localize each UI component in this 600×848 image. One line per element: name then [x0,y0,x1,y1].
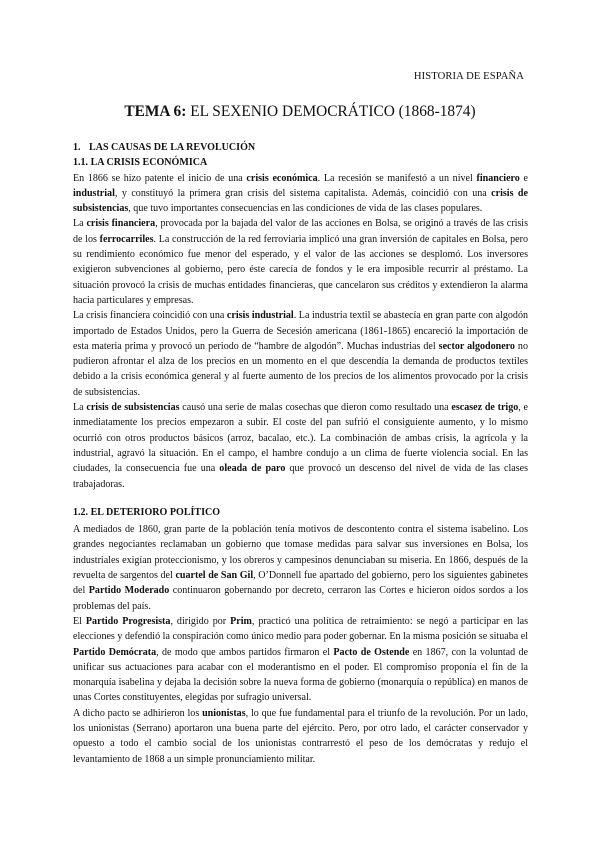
text-run: La crisis financiera coincidió con una [73,310,227,322]
emphasized-term: crisis de subsistencias [86,402,180,414]
subsection-heading-economic-crisis: 1.1. LA CRISIS ECONÓMICA [73,157,208,169]
emphasized-term: escasez de trigo [451,402,519,414]
section-number: 1. [73,142,81,153]
text-run: , y constituyó la primera gran crisis del sistema capitalista. Además, coincidió con una [114,187,492,199]
text-run: . La industria textil se abastecía en gran parte con algodón importado de Estados Unidos, pero la Guerra de Secesión americana (1861-1865) encareció la importación de esta materia prima y provocó un periodo de “hambre de algodón”. Muchas industrias del [73,310,528,352]
text-run: , O’Donnell fue apartado del gobierno, pero los siguientes gabinetes del [73,570,528,597]
emphasized-term: Partido Moderado [88,585,170,597]
text-run: , e inmediatamente los precios empezaron a subir. El coste del pan sufrió el consiguiente aumento, y lo mismo ocurrió con otros productos básicos (arroz, bacalao, etc.). La combinación de ambas crisis, la agrícola y la industrial, agravó la situación. En el campo, el hambre condujo a un clima de fuerte violencia social. En las ciudades, la consecuencia fue una [73,402,529,475]
paragraph [73,171,528,217]
emphasized-term: Pacto de Ostende [333,646,410,658]
text-run: e [519,172,529,184]
emphasized-term: cuartel de San Gil [175,570,254,582]
paragraph [73,614,528,706]
page-header: HISTORIA DE ESPAÑA [413,71,524,82]
text-run: causó una serie de malas cosechas que dieron como resultado una [179,402,452,414]
paragraph [73,308,528,400]
text-run: A mediados de 1860, gran parte de la población tenía motivos de descontento contra el sistema isabelino. Los grandes negociantes reclamaban un gobierno que tomase medidas para salvar sus inversiones en Bolsa, los industriales exigían proteccionismo, y los obreros y campesinos denunciaban su miseria. En 1866, después de la revuelta de sargentos del [73,524,528,582]
text-run: en 1867, con la voluntad de unificar sus actuaciones para acabar con el moderantismo en el poder. El compromiso proponía el fin de la monarquía isabelina y dejaba la decisión sobre la nueva forma de gobierno (monarquía o república) en manos de unas Cortes constituyentes, elegidas por sufragio universal. [73,646,528,704]
title-main: EL SEXENIO DEMOCRÁTICO (1868-1874) [186,103,476,120]
emphasized-term: industrial [73,187,115,199]
emphasized-term: unionistas [202,707,246,719]
document-body [73,140,528,767]
text-run: El [73,615,86,627]
section-label: LAS CAUSAS DE LA REVOLUCIÓN [89,142,256,153]
section-heading [73,140,528,155]
emphasized-term: Partido Progresista [85,615,171,627]
emphasized-term: ferrocarriles [99,233,154,245]
paragraph [73,400,528,492]
title-prefix: TEMA 6: [124,103,187,120]
text-run: , provocada por la bajada del valor de las acciones en Bolsa, se originó a través de las crisis de los [73,218,529,245]
text-run: no pudieron afrontar el alza de los precios en un momento en el que descendía la demanda de productos textiles debido a la crisis económica general y al fuerte aumento de los precios de los alimentos provocado por la crisis de subsistencias. [73,340,528,398]
text-run: En 1866 se hizo patente el inicio de una [73,172,247,184]
text-run: continuaron gobernando por decreto, cerraron las Cortes e hicieron oídos sordos a los problemas del país. [73,585,528,612]
emphasized-term: Partido Demócrata [73,646,157,658]
text-run: , que tuvo importantes consecuencias en las condiciones de vida de las clases populares. [128,203,483,215]
emphasized-term: oleada de paro [219,463,286,475]
page-title [0,103,600,121]
text-run: . La recesión se manifestó a un nivel [317,172,477,184]
emphasized-term: crisis industrial [226,310,294,322]
text-run: , dirigido por [170,615,231,627]
text-run: A dicho pacto se adhirieron los [73,707,203,719]
emphasized-term: crisis de subsistencias [73,187,528,215]
text-run: que provocó un descenso del nivel de vida de las clases trabajadoras. [73,463,528,490]
paragraph [73,522,528,614]
text-run: La [73,218,87,230]
emphasized-term: sector algodonero [438,340,515,352]
emphasized-term: crisis económica [246,172,318,184]
text-run: La [73,402,87,414]
text-run: , lo que fue fundamental para el triunfo de la revolución. Por un lado, los unionistas (Serrano) aportaron una buena parte del ejército. Pero, por otro lado, el carácter conservador y opuesto a todo el cambio social de los unionistas contrarrestó el peso de los demócratas y redujo el levantamiento de 1868 a un simple pronunciamiento militar. [73,707,529,765]
text-run: , de modo que ambos partidos firmaron el [156,646,334,658]
text-run: , practicó una política de retraimiento: se negó a participar en las elecciones y defendió la conspiración como único medio para poder gobernar. En la misma posición se situaba el [73,615,528,643]
spacer [73,492,528,505]
paragraph [73,706,528,767]
text-run: . La construcción de la red ferroviaria implicó una gran inversión de capitales en Bolsa, pero su rendimiento económico fue menor del esperado, y el valor de las acciones se desplomó. Los inversores exigieron subvenciones al gobierno, pero éste carecía de fondos y le era imposible recurrir al préstamo. La situación provocó la crisis de muchas entidades financieras, que cancelaron sus créditos y extendieron la alarma hacia particulares y empresas. [73,233,529,306]
subsection-heading-political-decline: 1.2. EL DETERIORO POLÍTICO [73,506,221,518]
paragraph [73,216,528,308]
emphasized-term: Prim [230,615,252,627]
emphasized-term: crisis financiera [86,218,156,230]
emphasized-term: financiero [476,172,520,184]
